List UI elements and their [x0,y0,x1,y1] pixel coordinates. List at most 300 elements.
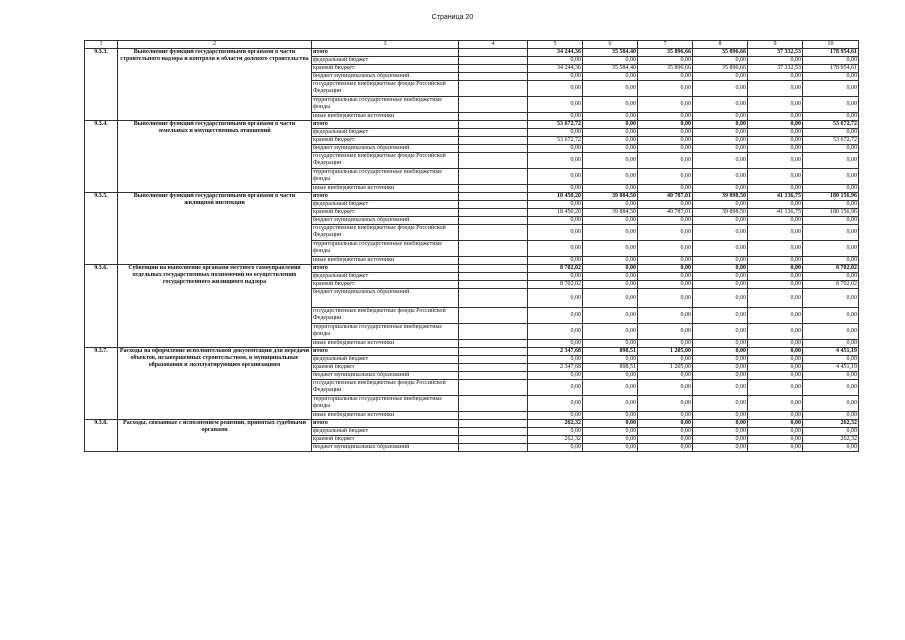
value-cell: 2 347,68 [528,348,583,356]
value-cell: 4 451,19 [803,348,859,356]
value-cell: 0,00 [693,113,748,121]
funding-source: государственные внебюджетные фонды Российской Федерации [312,380,459,396]
funding-source: итого [312,121,459,129]
column-4-cell [459,257,528,265]
value-cell: 0,00 [528,169,583,185]
section-total-row [85,348,859,356]
value-cell: 0,00 [528,396,583,412]
value-cell: 0,00 [748,73,803,81]
value-cell: 0,00 [748,273,803,281]
value-cell: 0,00 [693,265,748,273]
value-cell: 41 136,75 [748,193,803,201]
value-cell: 0,00 [803,169,859,185]
funding-source: федеральный бюджет [312,201,459,209]
value-cell: 0,00 [638,356,693,364]
column-4-cell [459,428,528,436]
value-cell: 0,00 [638,428,693,436]
funding-source: территориальные государственные внебюджетные фонды [312,169,459,185]
value-cell: 0,00 [583,324,638,340]
page-header: Страница 20 [431,14,474,21]
value-cell: 178 954,61 [803,65,859,73]
column-4-cell [459,420,528,428]
value-cell: 0,00 [693,121,748,129]
column-header: 4 [459,41,528,49]
funding-source: краевой бюджет [312,137,459,145]
value-cell: 0,00 [528,340,583,348]
funding-source: бюджет муниципальных образований [312,217,459,225]
value-cell: 0,00 [528,289,583,308]
column-4-cell [459,273,528,281]
value-cell: 0,00 [638,444,693,452]
section-title: Выполнение функций государственными органами в части жилищной инспекции [118,193,312,265]
value-cell: 0,00 [693,396,748,412]
column-4-cell [459,308,528,324]
funding-source: краевой бюджет [312,364,459,372]
value-cell: 0,00 [748,217,803,225]
value-cell: 0,00 [583,372,638,380]
funding-source: краевой бюджет [312,209,459,217]
value-cell: 0,00 [748,201,803,209]
value-cell: 0,00 [693,380,748,396]
funding-source: иные внебюджетные источники [312,113,459,121]
value-cell: 0,00 [693,412,748,420]
value-cell: 0,00 [528,412,583,420]
column-4-cell [459,340,528,348]
funding-source: краевой бюджет [312,281,459,289]
value-cell: 0,00 [803,113,859,121]
column-4-cell [459,324,528,340]
value-cell: 0,00 [638,145,693,153]
value-cell: 0,00 [748,185,803,193]
value-cell: 18 450,20 [528,209,583,217]
value-cell: 0,00 [803,257,859,265]
value-cell: 0,00 [693,281,748,289]
value-cell: 40 787,01 [638,209,693,217]
value-cell: 0,00 [693,97,748,113]
column-4-cell [459,57,528,65]
value-cell: 0,00 [748,372,803,380]
funding-source: иные внебюджетные источники [312,340,459,348]
value-cell: 0,00 [803,241,859,257]
value-cell: 0,00 [748,436,803,444]
section-code: 9.3.4. [85,121,118,193]
value-cell: 34 244,36 [528,49,583,57]
value-cell: 0,00 [638,137,693,145]
value-cell: 0,00 [803,324,859,340]
funding-source: бюджет муниципальных образований [312,145,459,153]
value-cell: 18 450,20 [528,193,583,201]
value-cell: 0,00 [638,97,693,113]
value-cell: 0,00 [583,396,638,412]
value-cell: 0,00 [803,428,859,436]
value-cell: 0,00 [748,324,803,340]
value-cell: 0,00 [583,420,638,428]
funding-source: итого [312,420,459,428]
value-cell: 0,00 [528,153,583,169]
value-cell: 0,00 [693,201,748,209]
column-4-cell [459,348,528,356]
value-cell: 0,00 [638,340,693,348]
column-4-cell [459,209,528,217]
value-cell: 0,00 [748,364,803,372]
value-cell: 0,00 [583,121,638,129]
funding-source: краевой бюджет [312,65,459,73]
column-4-cell [459,289,528,308]
budget-table [84,40,859,452]
value-cell: 0,00 [583,308,638,324]
value-cell: 0,00 [693,73,748,81]
column-header: 3 [312,41,459,49]
value-cell: 0,00 [583,241,638,257]
value-cell: 0,00 [638,153,693,169]
column-header: 1 [85,41,118,49]
funding-source: территориальные государственные внебюджетные фонды [312,97,459,113]
value-cell: 262,32 [803,420,859,428]
value-cell: 262,32 [803,436,859,444]
value-cell: 0,00 [528,57,583,65]
value-cell: 0,00 [528,201,583,209]
column-4-cell [459,97,528,113]
funding-source: территориальные государственные внебюджетные фонды [312,324,459,340]
value-cell: 0,00 [528,372,583,380]
value-cell: 0,00 [693,428,748,436]
section-code: 9.3.8. [85,420,118,452]
section-total-row [85,193,859,201]
value-cell: 34 244,36 [528,65,583,73]
value-cell: 0,00 [638,169,693,185]
value-cell: 0,00 [583,169,638,185]
value-cell: 0,00 [693,273,748,281]
value-cell: 0,00 [803,97,859,113]
value-cell: 4 451,19 [803,364,859,372]
value-cell: 53 672,72 [803,121,859,129]
funding-source: краевой бюджет [312,436,459,444]
funding-source: федеральный бюджет [312,129,459,137]
value-cell: 0,00 [693,137,748,145]
value-cell: 39 898,50 [693,209,748,217]
section-total-row [85,49,859,57]
value-cell: 0,00 [528,324,583,340]
value-cell: 0,00 [748,97,803,113]
funding-source: федеральный бюджет [312,428,459,436]
value-cell: 0,00 [803,225,859,241]
value-cell: 0,00 [583,97,638,113]
section-code: 9.3.7. [85,348,118,420]
value-cell: 0,00 [528,273,583,281]
column-4-cell [459,241,528,257]
value-cell: 0,00 [528,217,583,225]
value-cell: 40 787,01 [638,193,693,201]
section-title: Выполнение функций государственными органами в части земельных и имущественных отношений [118,121,312,193]
section-title: Расходы на оформление исполнительной документации для передачи объектов, незавершенных строительством, в муниципальные образования и эксплуатирующим организациям [118,348,312,420]
value-cell: 0,00 [803,57,859,65]
value-cell: 0,00 [583,281,638,289]
column-4-cell [459,121,528,129]
value-cell: 0,00 [638,185,693,193]
value-cell: 0,00 [693,217,748,225]
value-cell: 0,00 [748,289,803,308]
value-cell: 0,00 [803,129,859,137]
column-4-cell [459,396,528,412]
value-cell: 0,00 [638,113,693,121]
section-code: 9.3.5. [85,193,118,265]
value-cell: 0,00 [693,364,748,372]
value-cell: 0,00 [583,428,638,436]
funding-source: итого [312,49,459,57]
value-cell: 0,00 [803,444,859,452]
value-cell: 0,00 [748,308,803,324]
value-cell: 35 584,40 [583,65,638,73]
section-title: Субвенции на выполнение органами местного самоуправления отдельных государственных полномочий по осуществлению государственного жилищного надзора [118,265,312,348]
value-cell: 0,00 [583,153,638,169]
value-cell: 0,00 [748,129,803,137]
value-cell: 0,00 [638,121,693,129]
value-cell: 0,00 [693,436,748,444]
value-cell: 0,00 [638,81,693,97]
column-4-cell [459,217,528,225]
value-cell: 0,00 [638,308,693,324]
funding-source: государственные внебюджетные фонды Российской Федерации [312,153,459,169]
column-4-cell [459,49,528,57]
value-cell: 0,00 [803,396,859,412]
value-cell: 0,00 [693,340,748,348]
value-cell: 180 156,96 [803,209,859,217]
value-cell: 0,00 [748,113,803,121]
value-cell: 0,00 [748,412,803,420]
value-cell: 0,00 [748,265,803,273]
value-cell: 0,00 [583,412,638,420]
section-code: 9.3.3. [85,49,118,121]
value-cell: 0,00 [638,396,693,412]
value-cell: 0,00 [638,129,693,137]
value-cell: 0,00 [693,129,748,137]
value-cell: 0,00 [638,412,693,420]
value-cell: 0,00 [583,380,638,396]
value-cell: 0,00 [638,436,693,444]
value-cell: 8 702,02 [803,265,859,273]
value-cell: 0,00 [748,81,803,97]
value-cell: 0,00 [583,129,638,137]
value-cell: 53 672,72 [803,137,859,145]
value-cell: 0,00 [583,225,638,241]
value-cell: 53 672,72 [528,121,583,129]
value-cell: 0,00 [528,308,583,324]
value-cell: 0,00 [693,420,748,428]
value-cell: 37 332,53 [748,49,803,57]
column-header: 9 [748,41,803,49]
value-cell: 35 896,66 [638,49,693,57]
column-4-cell [459,145,528,153]
column-4-cell [459,356,528,364]
value-cell: 0,00 [748,281,803,289]
value-cell: 0,00 [638,281,693,289]
value-cell: 1 205,00 [638,348,693,356]
column-4-cell [459,81,528,97]
column-4-cell [459,153,528,169]
funding-source: бюджет муниципальных образований [312,73,459,81]
value-cell: 0,00 [803,380,859,396]
value-cell: 0,00 [748,257,803,265]
value-cell: 0,00 [583,145,638,153]
funding-source: бюджет муниципальных образований [312,372,459,380]
funding-source: иные внебюджетные источники [312,412,459,420]
value-cell: 0,00 [583,73,638,81]
funding-source: иные внебюджетные источники [312,185,459,193]
funding-source: итого [312,193,459,201]
value-cell: 0,00 [748,137,803,145]
funding-source: итого [312,348,459,356]
value-cell: 0,00 [803,289,859,308]
funding-source: территориальные государственные внебюджетные фонды [312,396,459,412]
section-total-row [85,265,859,273]
value-cell: 35 584,40 [583,49,638,57]
value-cell: 0,00 [693,169,748,185]
value-cell: 39 884,50 [583,193,638,201]
value-cell: 0,00 [638,225,693,241]
value-cell: 0,00 [693,444,748,452]
value-cell: 0,00 [803,73,859,81]
value-cell: 0,00 [638,265,693,273]
value-cell: 0,00 [528,428,583,436]
column-4-cell [459,281,528,289]
column-header: 10 [803,41,859,49]
column-4-cell [459,380,528,396]
section-code: 9.3.6. [85,265,118,348]
column-4-cell [459,265,528,273]
value-cell: 0,00 [583,444,638,452]
value-cell: 0,00 [583,57,638,65]
value-cell: 39 884,50 [583,209,638,217]
value-cell: 178 954,61 [803,49,859,57]
value-cell: 0,00 [528,185,583,193]
value-cell: 0,00 [583,201,638,209]
value-cell: 0,00 [583,273,638,281]
value-cell: 0,00 [583,185,638,193]
column-header: 5 [528,41,583,49]
value-cell: 0,00 [803,217,859,225]
column-header: 7 [638,41,693,49]
column-header: 8 [693,41,748,49]
value-cell: 0,00 [748,428,803,436]
value-cell: 0,00 [748,356,803,364]
value-cell: 0,00 [693,145,748,153]
value-cell: 0,00 [748,444,803,452]
value-cell: 0,00 [748,121,803,129]
value-cell: 53 672,72 [528,137,583,145]
column-header: 2 [118,41,312,49]
value-cell: 8 702,02 [528,265,583,273]
value-cell: 35 896,66 [693,49,748,57]
value-cell: 0,00 [638,73,693,81]
value-cell: 35 896,66 [693,65,748,73]
funding-source: бюджет муниципальных образований [312,289,459,308]
column-4-cell [459,372,528,380]
value-cell: 0,00 [748,57,803,65]
value-cell: 0,00 [693,348,748,356]
column-4-cell [459,193,528,201]
section-total-row [85,121,859,129]
value-cell: 0,00 [693,324,748,340]
value-cell: 262,32 [528,436,583,444]
value-cell: 0,00 [583,340,638,348]
value-cell: 0,00 [528,129,583,137]
value-cell: 0,00 [528,97,583,113]
value-cell: 0,00 [528,145,583,153]
column-4-cell [459,436,528,444]
value-cell: 0,00 [748,145,803,153]
value-cell: 0,00 [583,113,638,121]
value-cell: 0,00 [583,81,638,97]
value-cell: 1 205,00 [638,364,693,372]
value-cell: 0,00 [638,241,693,257]
value-cell: 0,00 [638,420,693,428]
value-cell: 0,00 [748,169,803,185]
column-4-cell [459,73,528,81]
value-cell: 0,00 [693,241,748,257]
value-cell: 0,00 [528,356,583,364]
value-cell: 0,00 [583,265,638,273]
value-cell: 0,00 [803,308,859,324]
value-cell: 0,00 [748,380,803,396]
value-cell: 0,00 [638,217,693,225]
value-cell: 0,00 [693,372,748,380]
funding-source: государственные внебюджетные фонды Российской Федерации [312,81,459,97]
funding-source: федеральный бюджет [312,356,459,364]
funding-source: федеральный бюджет [312,57,459,65]
value-cell: 0,00 [748,396,803,412]
value-cell: 0,00 [803,185,859,193]
column-4-cell [459,444,528,452]
value-cell: 0,00 [748,340,803,348]
funding-source: государственные внебюджетные фонды Российской Федерации [312,308,459,324]
value-cell: 0,00 [528,257,583,265]
value-cell: 0,00 [638,273,693,281]
value-cell: 0,00 [748,225,803,241]
column-4-cell [459,113,528,121]
value-cell: 0,00 [638,257,693,265]
value-cell: 37 332,53 [748,65,803,73]
value-cell: 0,00 [583,356,638,364]
column-4-cell [459,137,528,145]
column-4-cell [459,225,528,241]
value-cell: 0,00 [748,420,803,428]
value-cell: 0,00 [803,356,859,364]
value-cell: 0,00 [583,436,638,444]
column-number-row [85,41,859,49]
value-cell: 0,00 [803,145,859,153]
value-cell: 0,00 [583,257,638,265]
column-4-cell [459,412,528,420]
value-cell: 0,00 [748,348,803,356]
funding-source: государственные внебюджетные фонды Российской Федерации [312,225,459,241]
value-cell: 0,00 [693,153,748,169]
column-4-cell [459,129,528,137]
value-cell: 0,00 [693,308,748,324]
value-cell: 0,00 [528,81,583,97]
value-cell: 0,00 [748,241,803,257]
section-title: Выполнение функций государственными органами в части строительного надзора и контроля в области долевого строительства [118,49,312,121]
value-cell: 0,00 [583,289,638,308]
value-cell: 0,00 [693,289,748,308]
value-cell: 0,00 [693,356,748,364]
value-cell: 0,00 [803,273,859,281]
value-cell: 35 896,66 [638,65,693,73]
value-cell: 0,00 [528,73,583,81]
value-cell: 0,00 [638,57,693,65]
value-cell: 898,51 [583,348,638,356]
value-cell: 0,00 [638,380,693,396]
value-cell: 262,32 [528,420,583,428]
